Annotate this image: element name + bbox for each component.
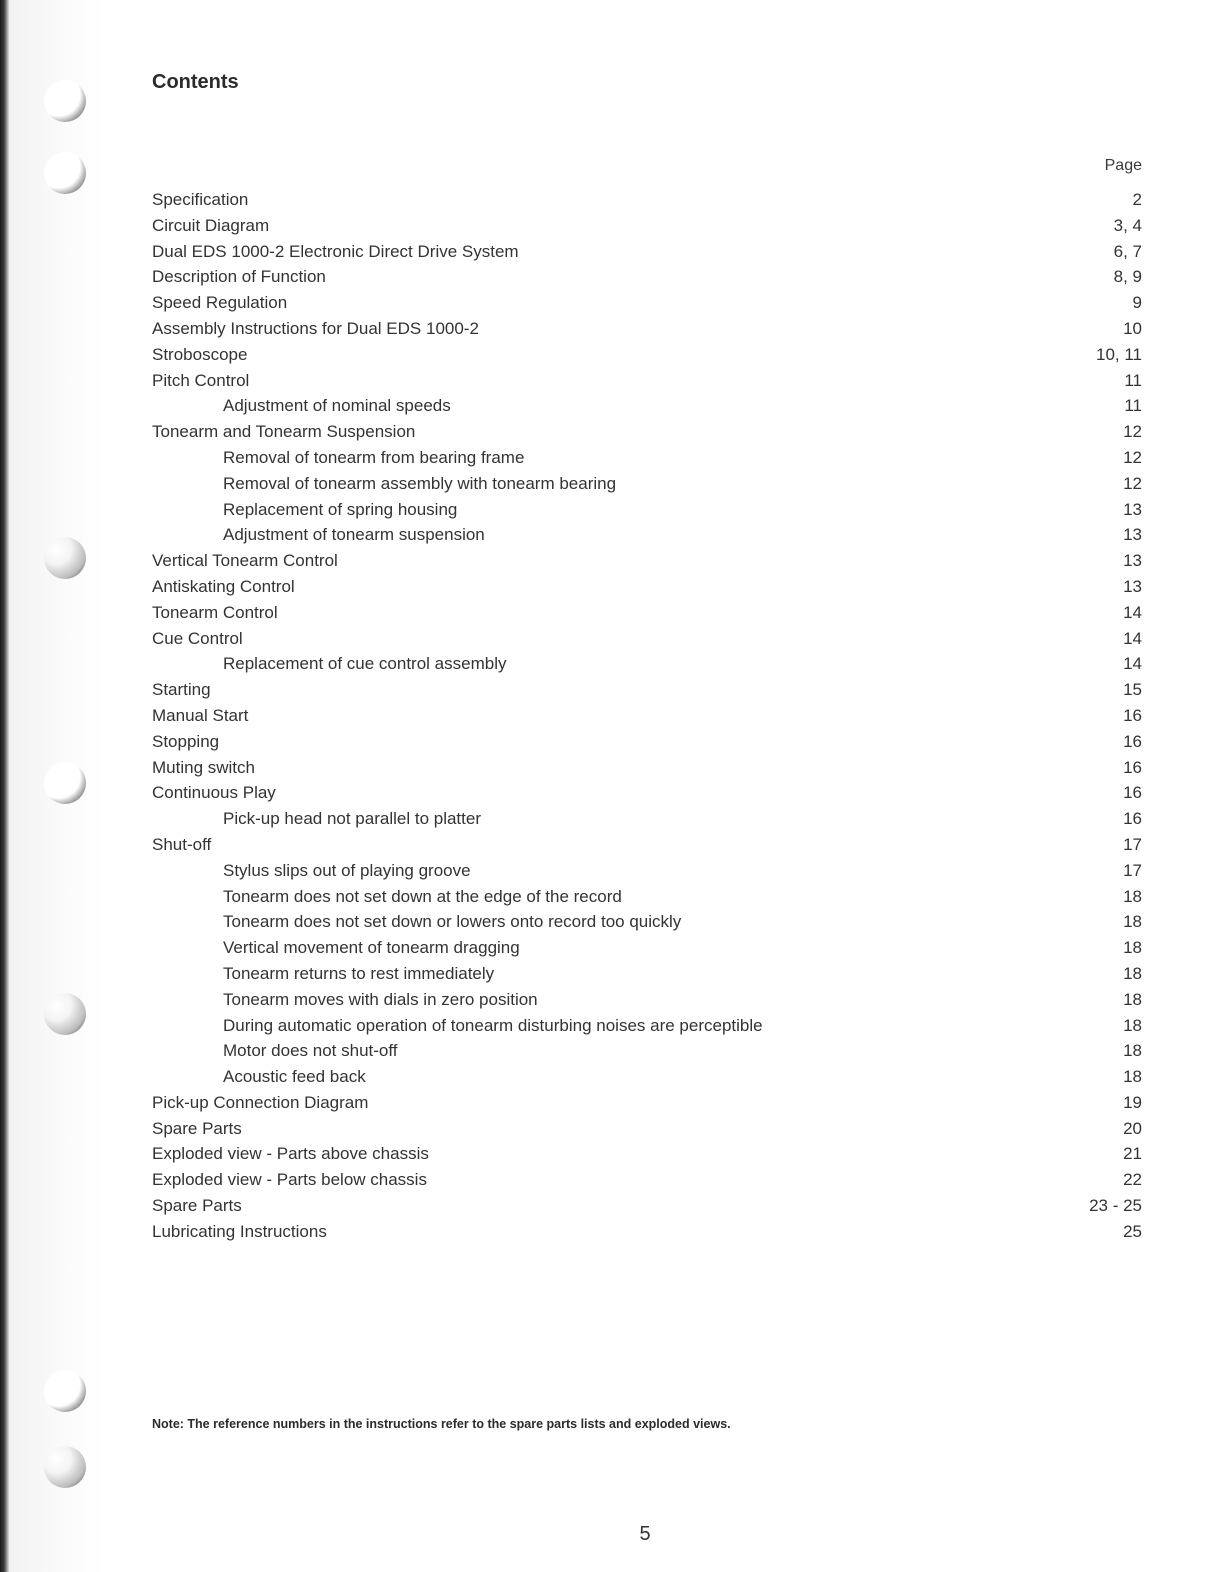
binder-hole-5 (44, 993, 86, 1035)
entry-title: Motor does not shut-off (223, 1041, 398, 1061)
entry-title: Tonearm and Tonearm Suspension (152, 422, 416, 442)
entry-page-number: 16 (1123, 731, 1142, 751)
entry-title: Tonearm does not set down at the edge of the record (223, 886, 622, 906)
entry-title: Antiskating Control (152, 576, 295, 596)
entry-page-number: 18 (1123, 886, 1142, 906)
contents-entry (152, 497, 1142, 523)
entry-page-number: 25 (1123, 1221, 1142, 1241)
contents-entry (152, 1064, 1142, 1090)
entry-title: Adjustment of nominal speeds (223, 396, 451, 416)
contents-entry (152, 832, 1142, 858)
entry-title: Removal of tonearm assembly with tonearm bearing (223, 473, 617, 493)
entry-title: Pick-up head not parallel to platter (223, 809, 481, 829)
entry-title: Replacement of spring housing (223, 499, 458, 519)
entry-title: Tonearm returns to rest immediately (223, 963, 495, 983)
contents-entry (152, 806, 1142, 832)
entry-title: Acoustic feed back (223, 1067, 366, 1087)
entry-page-number: 10 (1123, 318, 1142, 338)
contents-list (152, 187, 1142, 1245)
binder-hole-6 (44, 1370, 86, 1412)
entry-title: Adjustment of tonearm suspension (223, 525, 485, 545)
entry-page-number: 18 (1123, 938, 1142, 958)
contents-entry (152, 935, 1142, 961)
contents-entry (152, 909, 1142, 935)
entry-page-number: 23 - 25 (1089, 1196, 1142, 1216)
binder-hole-4 (44, 762, 86, 804)
contents-entry (152, 1219, 1142, 1245)
contents-entry (152, 780, 1142, 806)
contents-entry (152, 1193, 1142, 1219)
entry-title: Spare Parts (152, 1118, 242, 1138)
binder-hole-2 (44, 152, 86, 194)
contents-entry (152, 677, 1142, 703)
binder-hole-1 (44, 80, 86, 122)
contents-entry (152, 703, 1142, 729)
entry-title: Spare Parts (152, 1196, 242, 1216)
contents-entry (152, 729, 1142, 755)
contents-entry (152, 342, 1142, 368)
entry-title: Exploded view - Parts below chassis (152, 1170, 427, 1190)
contents-entry (152, 651, 1142, 677)
contents-entry (152, 626, 1142, 652)
binder-spine-edge (0, 0, 10, 1572)
contents-entry (152, 1141, 1142, 1167)
entry-page-number: 19 (1123, 1092, 1142, 1112)
footnote: Note: The reference numbers in the instructions refer to the spare parts lists and exploded views. (152, 1417, 731, 1431)
contents-entry (152, 1116, 1142, 1142)
entry-title: Stylus slips out of playing groove (223, 860, 471, 880)
entry-page-number: 2 (1132, 190, 1142, 209)
entry-page-number: 20 (1123, 1118, 1142, 1138)
entry-page-number: 12 (1123, 447, 1142, 467)
contents-entry (152, 1167, 1142, 1193)
entry-title: Vertical Tonearm Control (152, 551, 338, 571)
entry-title: Replacement of cue control assembly (223, 654, 507, 674)
entry-title: Removal of tonearm from bearing frame (223, 447, 525, 467)
entry-title: Vertical movement of tonearm dragging (223, 938, 520, 958)
contents-entry (152, 1013, 1142, 1039)
entry-title: Circuit Diagram (152, 215, 270, 235)
contents-entry (152, 471, 1142, 497)
entry-page-number: 11 (1124, 370, 1142, 390)
contents-entry (152, 548, 1142, 574)
entry-title: Assembly Instructions for Dual EDS 1000-2 (152, 318, 479, 338)
contents-entry (152, 316, 1142, 342)
entry-page-number: 13 (1123, 525, 1142, 545)
entry-page-number: 18 (1123, 1015, 1142, 1035)
entry-page-number: 8, 9 (1113, 267, 1142, 287)
entry-page-number: 3, 4 (1113, 215, 1142, 235)
entry-title: Stopping (152, 731, 220, 751)
contents-entry (152, 858, 1142, 884)
entry-title: Continuous Play (152, 783, 276, 803)
page-number: 5 (639, 1523, 651, 1545)
entry-title: Description of Function (152, 267, 326, 287)
entry-title: Specification (152, 190, 249, 209)
entry-page-number: 14 (1123, 654, 1142, 674)
entry-page-number: 12 (1123, 422, 1142, 442)
entry-page-number: 14 (1123, 602, 1142, 622)
entry-page-number: 6, 7 (1113, 241, 1142, 261)
entry-title: Tonearm moves with dials in zero position (223, 989, 538, 1009)
entry-page-number: 13 (1123, 576, 1142, 596)
entry-title: Shut-off (152, 834, 212, 854)
entry-page-number: 11 (1124, 396, 1142, 416)
entry-title: Speed Regulation (152, 293, 288, 313)
contents-entry (152, 187, 1142, 213)
binder-hole-3 (44, 537, 86, 579)
entry-page-number: 16 (1123, 705, 1142, 725)
entry-page-number: 16 (1123, 783, 1142, 803)
entry-title: Cue Control (152, 628, 243, 648)
entry-title: Starting (152, 680, 211, 700)
entry-title: Tonearm does not set down or lowers onto record too quickly (223, 912, 682, 932)
contents-entry (152, 419, 1142, 445)
entry-title: Lubricating Instructions (152, 1221, 327, 1241)
contents-entry (152, 368, 1142, 394)
entry-page-number: 13 (1123, 551, 1142, 571)
contents-entry (152, 213, 1142, 239)
entry-page-number: 22 (1123, 1170, 1142, 1190)
entry-page-number: 18 (1123, 963, 1142, 983)
entry-title: Dual EDS 1000-2 Electronic Direct Drive System (152, 241, 519, 261)
entry-page-number: 18 (1123, 912, 1142, 932)
entry-title: Pitch Control (152, 370, 250, 390)
entry-page-number: 16 (1123, 757, 1142, 777)
entry-page-number: 18 (1123, 989, 1142, 1009)
contents-entry (152, 264, 1142, 290)
entry-title: During automatic operation of tonearm disturbing noises are perceptible (223, 1015, 763, 1035)
entry-page-number: 21 (1123, 1144, 1142, 1164)
contents-entry (152, 522, 1142, 548)
contents-entry (152, 1090, 1142, 1116)
contents-entry (152, 445, 1142, 471)
page-column-header: Page (1104, 157, 1142, 174)
entry-page-number: 10, 11 (1095, 344, 1142, 364)
entry-title: Exploded view - Parts above chassis (152, 1144, 429, 1164)
entry-title: Muting switch (152, 757, 255, 777)
entry-page-number: 17 (1123, 834, 1142, 854)
entry-page-number: 16 (1123, 809, 1142, 829)
contents-entry (152, 884, 1142, 910)
entry-title: Manual Start (152, 705, 249, 725)
entry-page-number: 15 (1123, 680, 1142, 700)
entry-title: Pick-up Connection Diagram (152, 1092, 369, 1112)
contents-entry (152, 755, 1142, 781)
contents-entry (152, 961, 1142, 987)
binder-hole-7 (44, 1446, 86, 1488)
entry-page-number: 18 (1123, 1041, 1142, 1061)
contents-entry (152, 987, 1142, 1013)
contents-entry (152, 393, 1142, 419)
contents-entry (152, 239, 1142, 265)
page-title: Contents (152, 71, 239, 93)
entry-page-number: 17 (1123, 860, 1142, 880)
entry-page-number: 9 (1132, 293, 1142, 313)
contents-entry (152, 290, 1142, 316)
entry-title: Stroboscope (152, 344, 248, 364)
contents-entry (152, 600, 1142, 626)
entry-page-number: 18 (1123, 1067, 1142, 1087)
entry-page-number: 13 (1123, 499, 1142, 519)
contents-entry (152, 574, 1142, 600)
entry-title: Tonearm Control (152, 602, 278, 622)
entry-page-number: 12 (1123, 473, 1142, 493)
contents-entry (152, 1038, 1142, 1064)
entry-page-number: 14 (1123, 628, 1142, 648)
